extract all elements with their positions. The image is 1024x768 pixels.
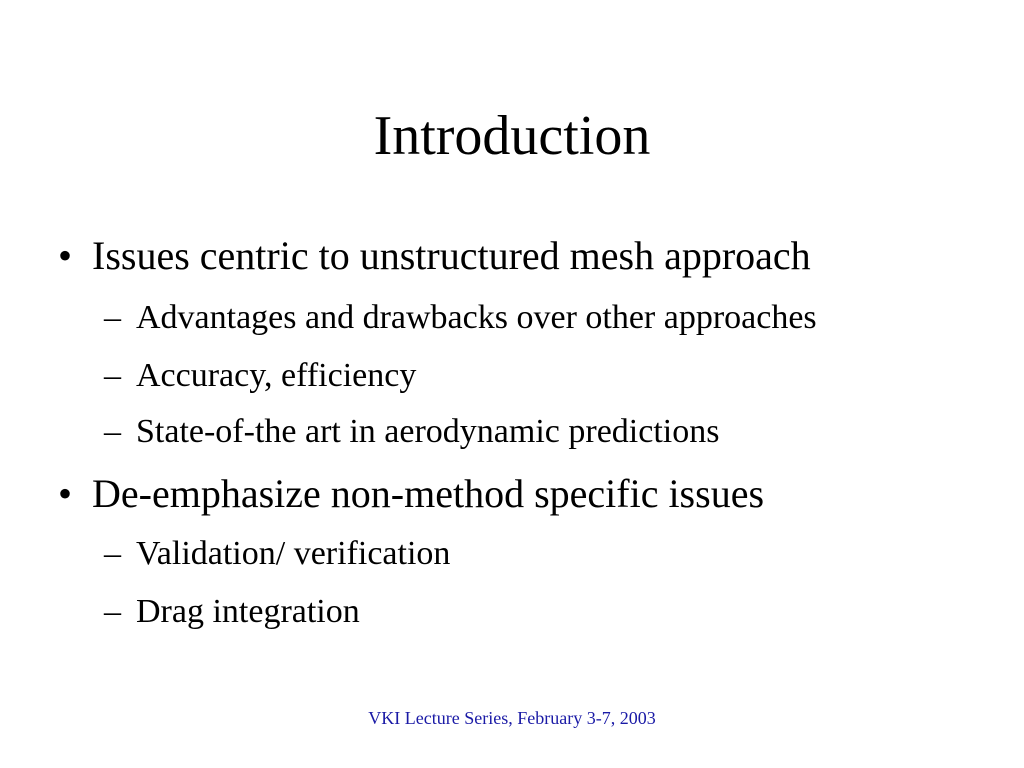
- dash-marker: –: [104, 535, 121, 572]
- dash-marker: –: [104, 593, 121, 630]
- sub-item-1-3: [104, 412, 719, 452]
- sub-item-1-2: [104, 356, 416, 396]
- bullet-text: De-emphasize non-method specific issues: [92, 471, 765, 516]
- sub-item-text: Drag integration: [136, 593, 360, 630]
- sub-item-2-2: [104, 592, 360, 632]
- slide-title: Introduction: [373, 105, 651, 167]
- bullet-marker: •: [58, 471, 73, 516]
- bullet-marker: •: [58, 233, 73, 278]
- bullet-item-2: [58, 470, 764, 518]
- slide-footer: VKI Lecture Series, February 3-7, 2003: [368, 708, 656, 728]
- sub-item-text: Advantages and drawbacks over other approaches: [136, 299, 817, 336]
- sub-item-1-1: [104, 298, 817, 338]
- bullet-item-1: [58, 232, 811, 280]
- sub-item-text: State-of-the art in aerodynamic predictions: [136, 413, 720, 450]
- sub-item-text: Accuracy, efficiency: [136, 357, 417, 394]
- dash-marker: –: [104, 413, 121, 450]
- sub-item-2-1: [104, 534, 450, 574]
- sub-item-text: Validation/ verification: [136, 535, 451, 572]
- dash-marker: –: [104, 299, 121, 336]
- dash-marker: –: [104, 357, 121, 394]
- bullet-text: Issues centric to unstructured mesh approach: [92, 233, 811, 278]
